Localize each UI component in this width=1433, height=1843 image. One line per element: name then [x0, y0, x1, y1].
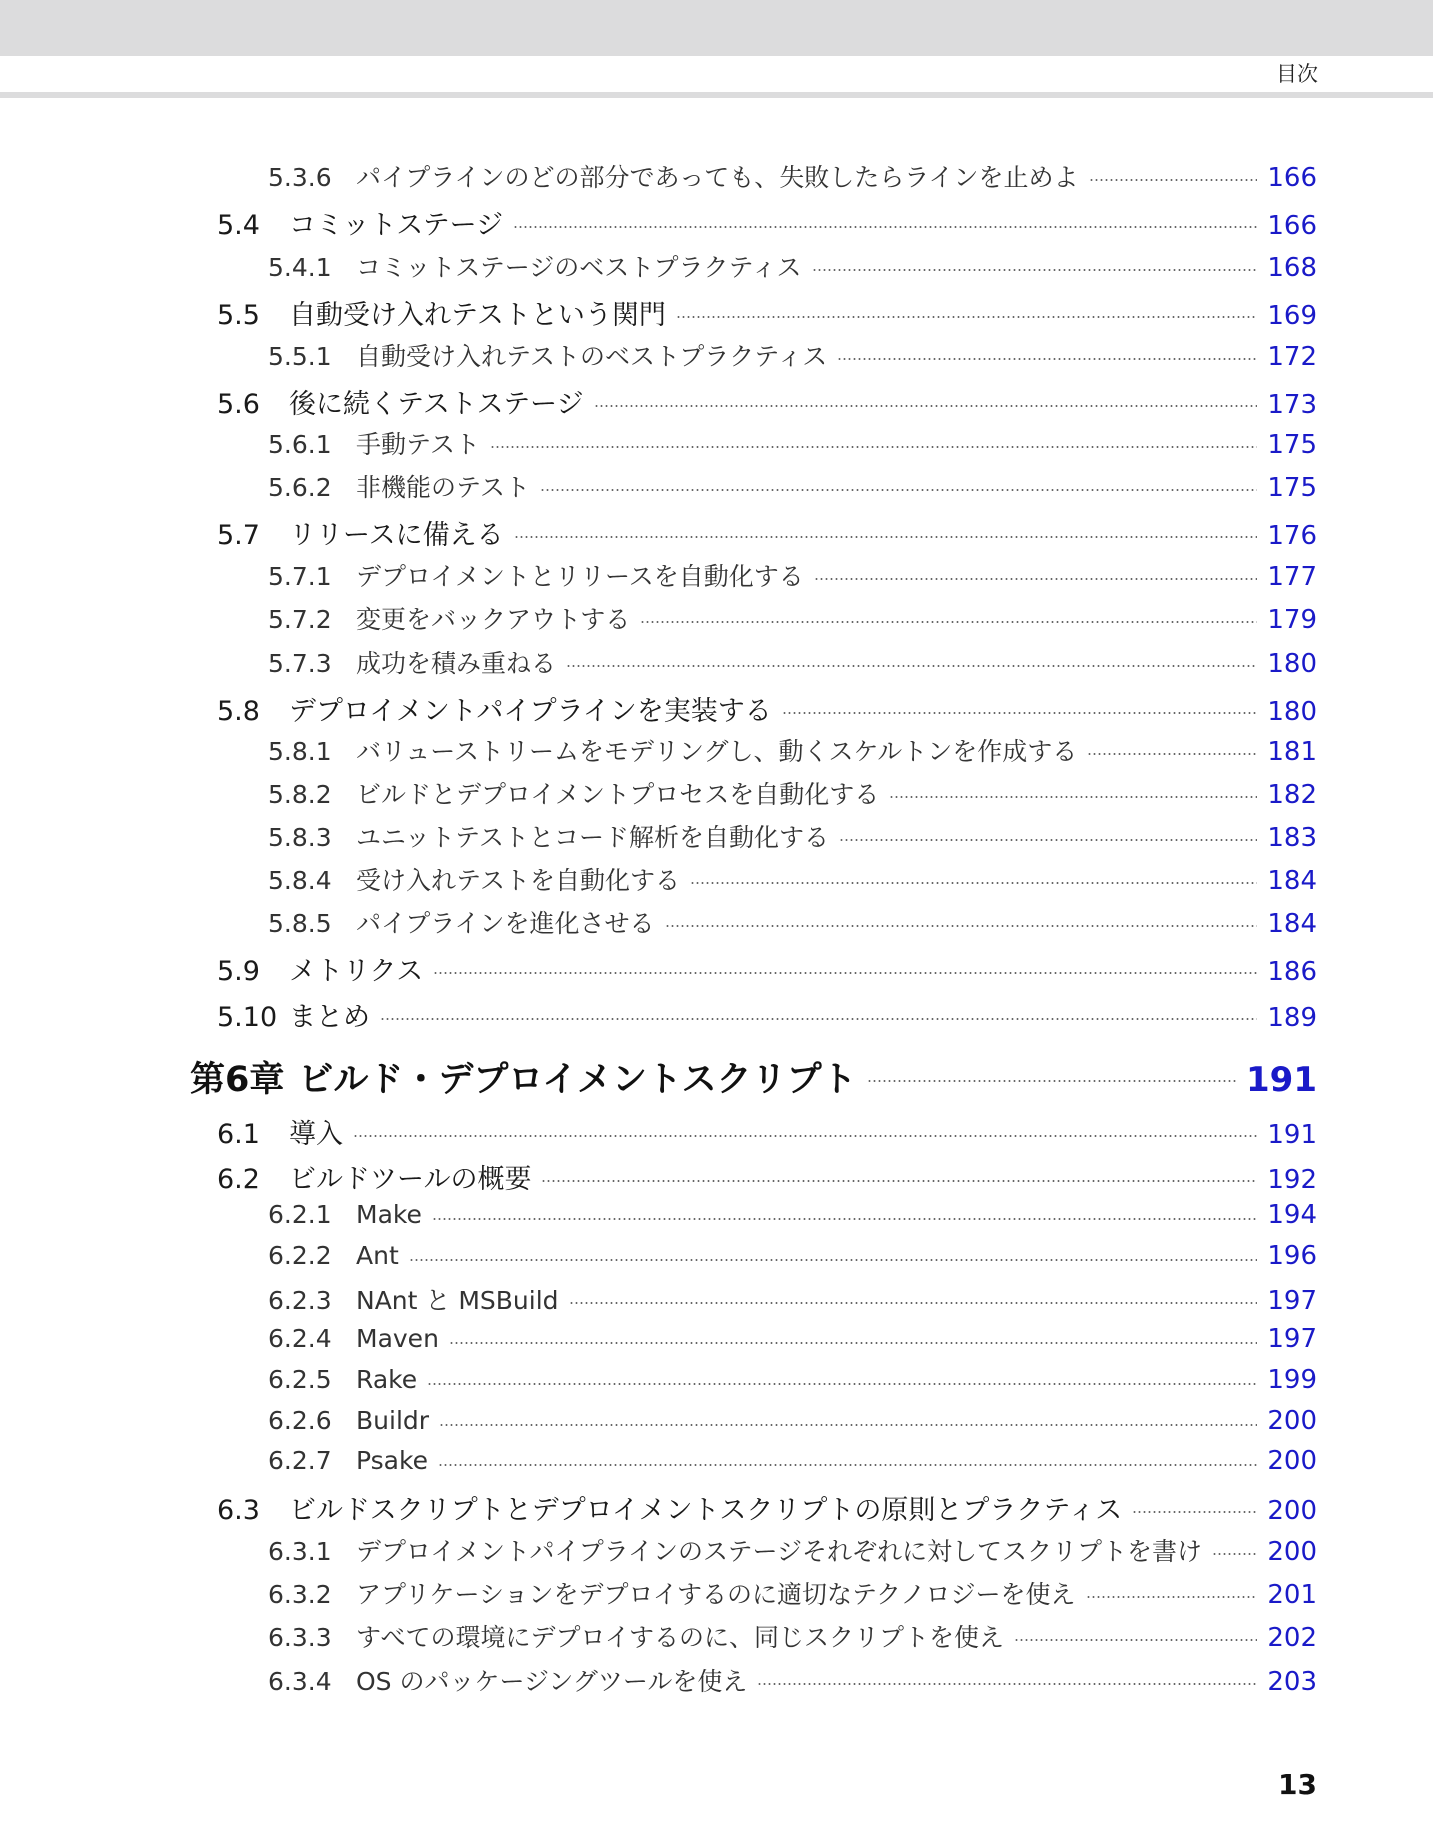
- toc-entry-title: コミットステージのベストプラクティス: [356, 253, 802, 282]
- toc-entry-title: アプリケーションをデプロイするのに適切なテクノロジーを使え: [356, 1580, 1076, 1609]
- toc-entry-number: 5.8.2: [268, 780, 332, 809]
- toc-subsection[interactable]: [268, 1200, 1317, 1230]
- toc-entry-number: 5.8.4: [268, 866, 332, 895]
- toc-subsection[interactable]: [268, 248, 1317, 284]
- toc-entry-title: Maven: [356, 1324, 439, 1353]
- dot-leader: [640, 621, 1257, 623]
- toc-entry-number: 5.5.1: [268, 342, 332, 371]
- toc-entry-page[interactable]: 166: [1267, 163, 1317, 193]
- toc-subsection[interactable]: [268, 1324, 1317, 1354]
- toc-entry-page[interactable]: 169: [1267, 301, 1317, 331]
- dot-leader: [757, 1683, 1257, 1685]
- toc-entry-number: 5.6.1: [268, 430, 332, 459]
- toc-entry-number: 6.2.5: [268, 1365, 332, 1394]
- toc-section[interactable]: [217, 1112, 1317, 1151]
- toc-subsection[interactable]: [268, 861, 1317, 897]
- toc-entry-title: Ant: [356, 1241, 399, 1270]
- toc-entry-title: パイプラインを進化させる: [356, 909, 655, 938]
- dot-leader: [514, 536, 1258, 538]
- toc-entry-number: 5.8.1: [268, 737, 332, 766]
- page-number: 13: [1278, 1768, 1317, 1801]
- toc-subsection[interactable]: [268, 1662, 1317, 1698]
- toc-entry-number: 6.3.1: [268, 1537, 332, 1566]
- dot-leader: [676, 316, 1257, 318]
- toc-entry-title: メトリクス: [289, 956, 424, 987]
- dot-leader: [566, 665, 1257, 667]
- toc-entry-number: 5.7.3: [268, 649, 332, 678]
- dot-leader: [1089, 179, 1258, 181]
- toc-entry-page[interactable]: 200: [1267, 1446, 1317, 1476]
- toc-entry-number: 6.2: [217, 1164, 260, 1195]
- dot-leader: [594, 405, 1258, 407]
- toc-entry-number: 6.2.2: [268, 1241, 332, 1270]
- dot-leader: [541, 1180, 1257, 1182]
- dot-leader: [427, 1383, 1257, 1385]
- toc-entry-page[interactable]: 176: [1267, 521, 1317, 551]
- dot-leader: [1014, 1639, 1257, 1641]
- dot-leader: [837, 358, 1257, 360]
- toc-entry-number: 5.7.1: [268, 562, 332, 591]
- toc-entry-title: バリューストリームをモデリングし、動くスケルトンを作成する: [356, 737, 1078, 766]
- running-head: 目次: [1276, 62, 1318, 86]
- toc-entry-title: 変更をバックアウトする: [356, 605, 631, 634]
- toc-section[interactable]: [217, 382, 1317, 421]
- toc-subsection[interactable]: [268, 425, 1317, 461]
- toc-entry-title: リリースに備える: [289, 520, 504, 551]
- toc-entry-page[interactable]: 186: [1267, 957, 1317, 987]
- toc-entry-page[interactable]: 177: [1267, 562, 1317, 592]
- toc-entry-title: Psake: [356, 1446, 428, 1475]
- dot-leader: [782, 712, 1258, 714]
- toc-entry-number: 6.2.6: [268, 1406, 332, 1435]
- toc-entry-number: 6.3.3: [268, 1623, 332, 1652]
- toc-entry-title: ビルド・デプロイメントスクリプト: [298, 1060, 857, 1100]
- toc-entry-title: デプロイメントパイプラインを実装する: [289, 696, 772, 727]
- dot-leader: [1086, 1596, 1258, 1598]
- toc-section[interactable]: [217, 1488, 1317, 1527]
- toc-entry-number: 5.4.1: [268, 253, 332, 282]
- toc-entry-page[interactable]: 184: [1267, 909, 1317, 939]
- toc-entry-page[interactable]: 196: [1267, 1241, 1317, 1271]
- toc-entry-page[interactable]: 189: [1267, 1003, 1317, 1033]
- dot-leader: [513, 226, 1257, 228]
- dot-leader: [438, 1464, 1257, 1466]
- toc-entry-title: ユニットテストとコード解析を自動化する: [356, 823, 830, 852]
- toc-entry-page[interactable]: 192: [1267, 1165, 1317, 1195]
- toc-subsection[interactable]: [268, 600, 1317, 636]
- toc-entry-number: 6.3.2: [268, 1580, 332, 1609]
- toc-entry-number: 5.4: [217, 210, 260, 241]
- toc-subsection[interactable]: [268, 1241, 1317, 1271]
- dot-leader: [449, 1342, 1257, 1344]
- toc-entry-page[interactable]: 199: [1267, 1365, 1317, 1395]
- toc-entry-title: 後に続くテストステージ: [289, 389, 584, 420]
- toc-entry-title: すべての環境にデプロイするのに、同じスクリプトを使え: [356, 1623, 1005, 1652]
- toc-entry-number: 5.5: [217, 300, 260, 331]
- toc-entry-title: Buildr: [356, 1406, 430, 1435]
- toc-entry-title: NAnt と MSBuild: [356, 1286, 559, 1315]
- toc-section[interactable]: [217, 949, 1317, 988]
- header-band: [0, 0, 1433, 56]
- dot-leader: [867, 1080, 1236, 1082]
- toc-entry-title: 導入: [289, 1119, 343, 1150]
- toc-entry-title: 受け入れテストを自動化する: [356, 866, 681, 895]
- toc-entry-number: 5.6: [217, 389, 260, 420]
- toc-entry-number: 第6章: [190, 1060, 285, 1100]
- toc-subsection[interactable]: [268, 904, 1317, 940]
- toc-entry-page[interactable]: 180: [1267, 697, 1317, 727]
- toc-section[interactable]: [217, 513, 1317, 552]
- dot-leader: [433, 972, 1257, 974]
- toc-entry-title: 成功を積み重ねる: [356, 649, 557, 678]
- dot-leader: [409, 1259, 1258, 1261]
- toc-entry-page[interactable]: 200: [1267, 1537, 1317, 1567]
- toc-entry-page[interactable]: 184: [1267, 866, 1317, 896]
- toc-entry-title: 非機能のテスト: [356, 473, 531, 502]
- toc-entry-number: 5.10: [217, 1002, 278, 1033]
- dot-leader: [690, 882, 1257, 884]
- dot-leader: [839, 839, 1257, 841]
- toc-entry-page[interactable]: 197: [1267, 1286, 1317, 1316]
- toc-subsection[interactable]: [268, 1406, 1317, 1436]
- toc-subsection[interactable]: [268, 818, 1317, 854]
- toc-entry-number: 6.1: [217, 1119, 260, 1150]
- toc-entry-number: 5.3.6: [268, 163, 332, 192]
- toc-entry-title: デプロイメントパイプラインのステージそれぞれに対してスクリプトを書け: [356, 1537, 1203, 1566]
- toc-section[interactable]: [217, 1157, 1317, 1196]
- dot-leader: [889, 796, 1257, 798]
- toc-entry-page[interactable]: 182: [1267, 780, 1317, 810]
- toc-entry-page[interactable]: 166: [1267, 211, 1317, 241]
- toc-entry-number: 5.8.3: [268, 823, 332, 852]
- dot-leader: [665, 925, 1258, 927]
- toc-entry-page[interactable]: 183: [1267, 823, 1317, 853]
- toc-entry-page[interactable]: 194: [1267, 1200, 1317, 1230]
- toc-subsection[interactable]: [268, 337, 1317, 373]
- toc-entry-title: ビルドスクリプトとデプロイメントスクリプトの原則とプラクティス: [289, 1495, 1123, 1526]
- toc-entry-number: 5.7.2: [268, 605, 332, 634]
- toc-entry-title: デプロイメントとリリースを自動化する: [356, 562, 804, 591]
- toc-section[interactable]: [217, 293, 1317, 332]
- toc-entry-title: 自動受け入れテストのベストプラクティス: [356, 342, 828, 371]
- dot-leader: [432, 1218, 1258, 1220]
- toc-entry-page[interactable]: 172: [1267, 342, 1317, 372]
- toc-entry-page[interactable]: 202: [1267, 1623, 1317, 1653]
- toc-subsection[interactable]: [268, 1281, 1317, 1317]
- toc-section[interactable]: [217, 995, 1317, 1034]
- toc-entry-number: 5.9: [217, 956, 260, 987]
- toc-entry-number: 5.8: [217, 696, 260, 727]
- toc-entry-page[interactable]: 168: [1267, 253, 1317, 283]
- dot-leader: [812, 269, 1258, 271]
- dot-leader: [569, 1302, 1258, 1304]
- toc-entry-title: Make: [356, 1200, 422, 1229]
- toc-subsection[interactable]: [268, 732, 1317, 768]
- toc-entry-page[interactable]: 179: [1267, 605, 1317, 635]
- toc-entry-title: まとめ: [289, 1002, 370, 1033]
- toc-subsection[interactable]: [268, 644, 1317, 680]
- toc-entry-page[interactable]: 175: [1267, 430, 1317, 460]
- toc-section[interactable]: [217, 689, 1317, 728]
- toc-entry-page[interactable]: 200: [1267, 1496, 1317, 1526]
- toc-entry-page[interactable]: 191: [1246, 1060, 1317, 1100]
- toc-entry-page[interactable]: 175: [1267, 473, 1317, 503]
- toc-entry-title: ビルドとデプロイメントプロセスを自動化する: [356, 780, 880, 809]
- toc-subsection[interactable]: [268, 557, 1317, 593]
- toc-subsection[interactable]: [268, 775, 1317, 811]
- toc-entry-title: コミットステージ: [289, 210, 504, 241]
- toc-subsection[interactable]: [268, 468, 1317, 504]
- toc-entry-number: 5.8.5: [268, 909, 332, 938]
- toc-entry-title: ビルドツールの概要: [289, 1164, 532, 1195]
- toc-entry-number: 6.3: [217, 1495, 260, 1526]
- toc-entry-title: パイプラインのどの部分であっても、失敗したらラインを止めよ: [356, 163, 1079, 192]
- toc-section[interactable]: [217, 203, 1317, 242]
- toc-subsection[interactable]: [268, 1365, 1317, 1395]
- dot-leader: [380, 1018, 1257, 1020]
- toc-entry-page[interactable]: 191: [1267, 1120, 1317, 1150]
- dot-leader: [490, 446, 1257, 448]
- toc-entry-number: 5.6.2: [268, 473, 332, 502]
- toc-subsection[interactable]: [268, 1532, 1317, 1568]
- toc-entry-number: 6.2.4: [268, 1324, 332, 1353]
- dot-leader: [1087, 753, 1257, 755]
- toc-entry-title: Rake: [356, 1365, 418, 1394]
- toc-entry-number: 6.2.1: [268, 1200, 332, 1229]
- toc-subsection[interactable]: [268, 158, 1317, 194]
- header-rule: [0, 92, 1433, 98]
- toc-entry-page[interactable]: 203: [1267, 1667, 1317, 1697]
- toc-entry-number: 6.2.3: [268, 1286, 332, 1315]
- toc-entry-number: 6.2.7: [268, 1446, 332, 1475]
- toc-entry-title: OS のパッケージングツールを使え: [356, 1667, 748, 1696]
- toc-subsection[interactable]: [268, 1446, 1317, 1476]
- toc-entry-page[interactable]: 180: [1267, 649, 1317, 679]
- toc-entry-title: 自動受け入れテストという関門: [289, 300, 666, 331]
- toc-subsection[interactable]: [268, 1618, 1317, 1654]
- toc-entry-number: 6.3.4: [268, 1667, 332, 1696]
- dot-leader: [540, 489, 1257, 491]
- toc-entry-page[interactable]: 201: [1267, 1580, 1317, 1610]
- dot-leader: [353, 1135, 1257, 1137]
- toc-chapter[interactable]: [190, 1052, 1317, 1102]
- toc-subsection[interactable]: [268, 1575, 1317, 1611]
- toc-entry-page[interactable]: 181: [1267, 737, 1317, 767]
- toc-entry-page[interactable]: 197: [1267, 1324, 1317, 1354]
- toc-entry-title: 手動テスト: [356, 430, 481, 459]
- dot-leader: [1212, 1553, 1257, 1555]
- toc-entry-page[interactable]: 173: [1267, 390, 1317, 420]
- toc-entry-number: 5.7: [217, 520, 260, 551]
- dot-leader: [1132, 1511, 1257, 1513]
- dot-leader: [439, 1424, 1257, 1426]
- dot-leader: [814, 578, 1258, 580]
- toc-entry-page[interactable]: 200: [1267, 1406, 1317, 1436]
